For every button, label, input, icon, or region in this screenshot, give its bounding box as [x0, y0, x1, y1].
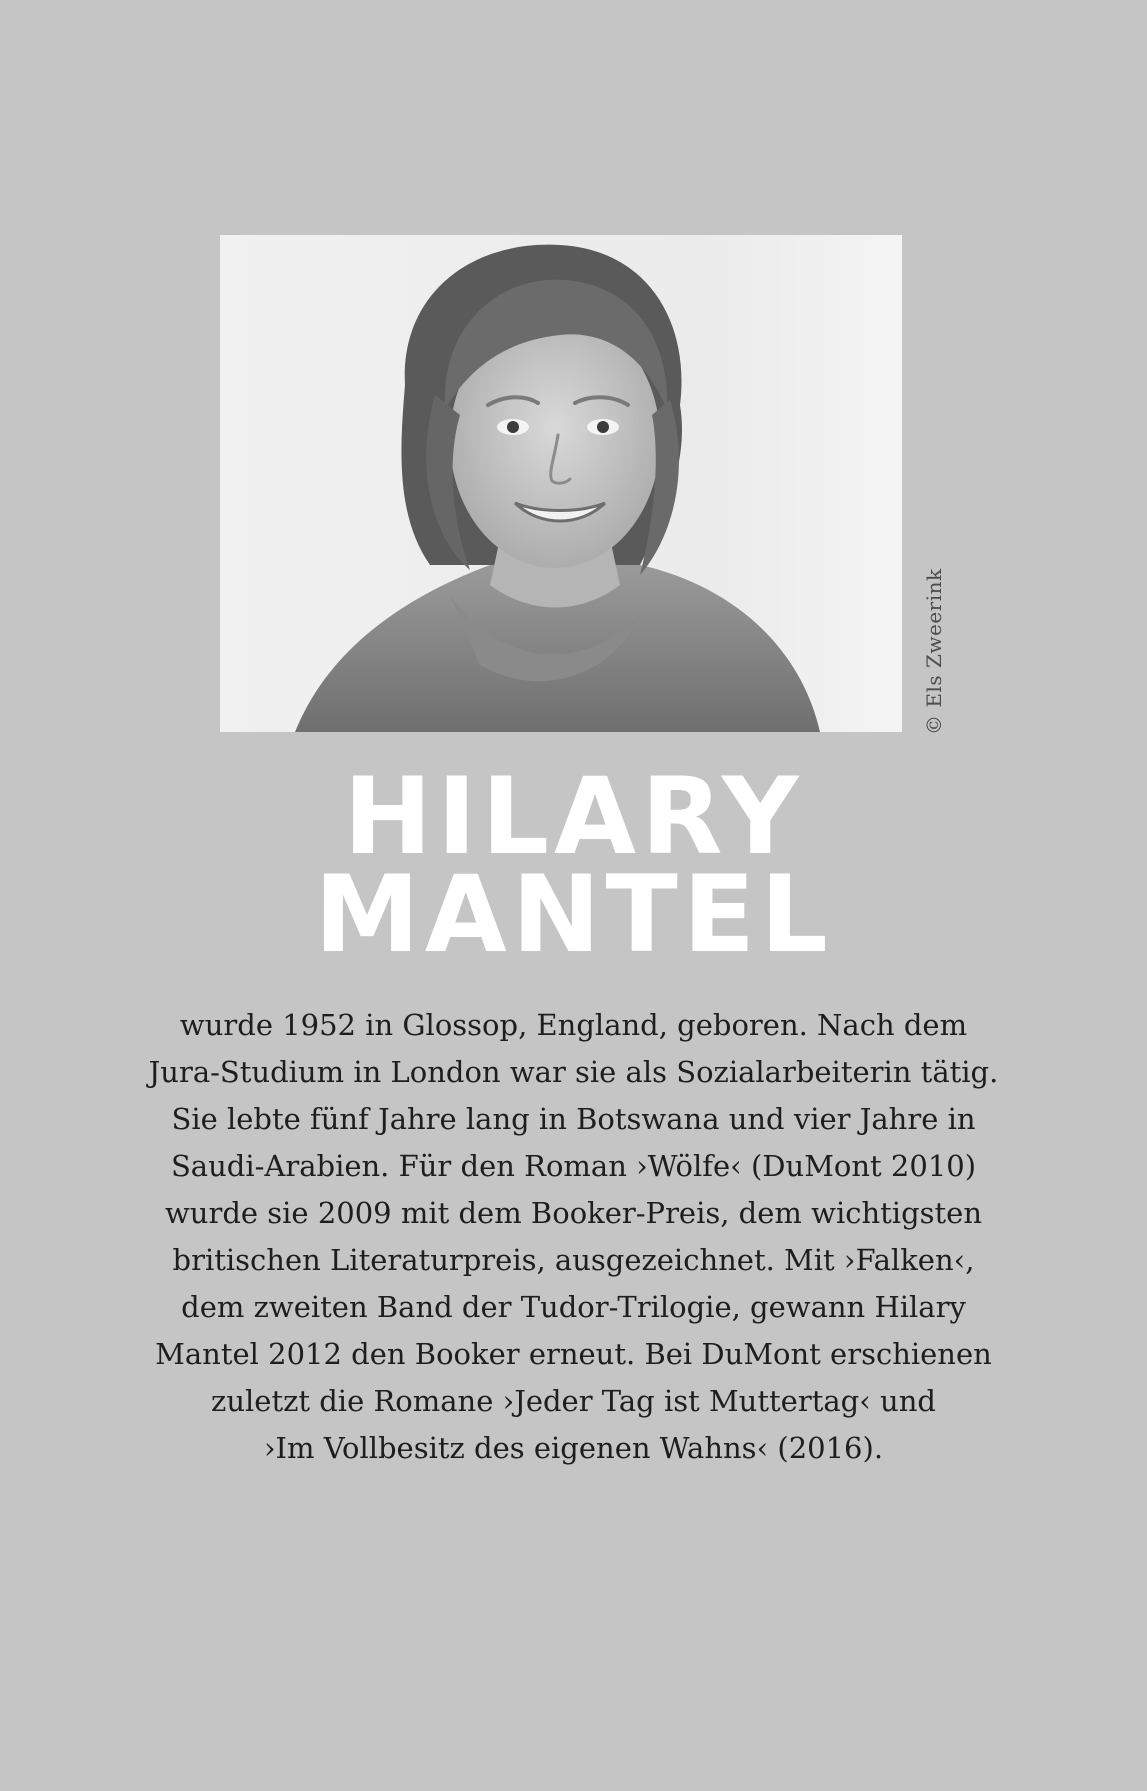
author-biography: [130, 1002, 1017, 1472]
portrait-illustration: [220, 235, 902, 732]
bio-line: wurde sie 2009 mit dem Booker-Preis, dem wichtigsten: [164, 1196, 983, 1230]
bio-line: wurde 1952 in Glossop, England, geboren. Nach dem: [179, 1008, 968, 1042]
bio-line: zuletzt die Romane ›Jeder Tag ist Muttertag‹ und: [211, 1384, 936, 1418]
author-last-name: MANTEL: [314, 853, 833, 976]
author-first-name: HILARY: [343, 755, 804, 878]
bio-line: Saudi-Arabien. Für den Roman ›Wölfe‹ (DuMont 2010): [170, 1149, 977, 1183]
photo-credit: © Els Zweerink: [922, 568, 946, 735]
bio-line: Mantel 2012 den Booker erneut. Bei DuMont erschienen: [155, 1337, 992, 1371]
bio-line: ›Im Vollbesitz des eigenen Wahns‹ (2016).: [263, 1431, 884, 1465]
bio-line: Sie lebte fünf Jahre lang in Botswana und vier Jahre in: [171, 1102, 976, 1136]
bio-line: Jura-Studium in London war sie als Sozialarbeiterin tätig.: [148, 1055, 999, 1089]
bio-line: britischen Literaturpreis, ausgezeichnet. Mit ›Falken‹,: [172, 1243, 975, 1277]
bio-line: dem zweiten Band der Tudor-Trilogie, gewann Hilary: [181, 1290, 966, 1324]
author-portrait-photo: [220, 235, 902, 732]
author-name: [0, 755, 1147, 976]
